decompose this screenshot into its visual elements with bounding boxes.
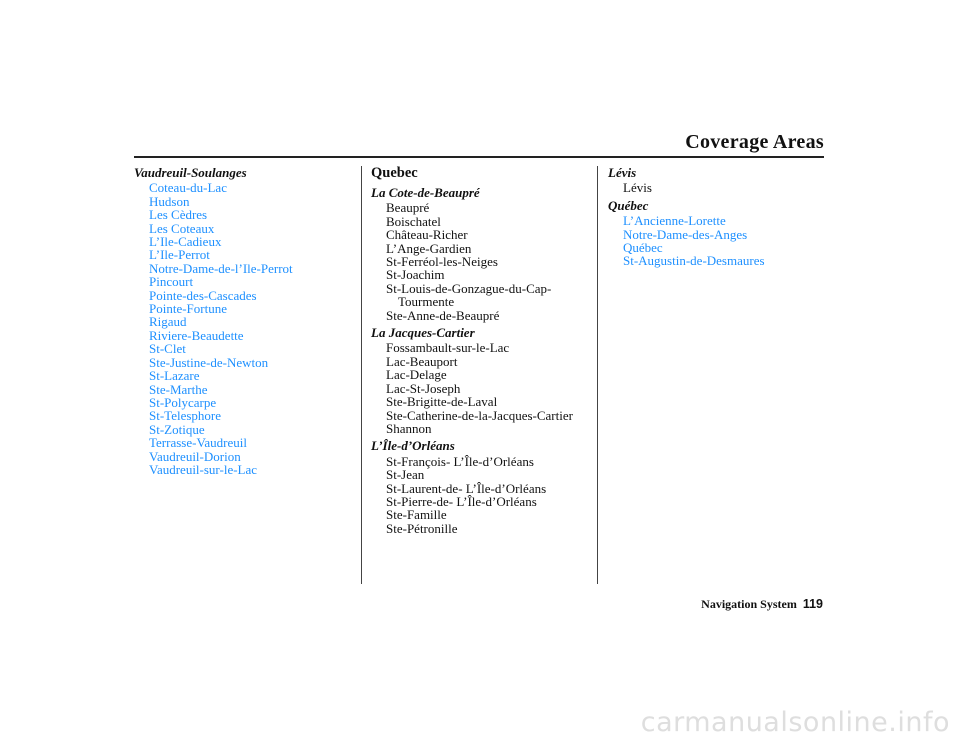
list-item[interactable]: Les Coteaux <box>149 220 215 236</box>
region-list <box>371 341 593 435</box>
region-heading: La Jacques-Cartier <box>371 325 475 341</box>
list-item[interactable]: Riviere-Beaudette <box>149 327 244 343</box>
list-item: Lac-Delage <box>386 367 447 383</box>
list-item: Ste-Famille <box>386 507 447 523</box>
list-item[interactable]: St-Zotique <box>149 421 205 437</box>
list-item[interactable]: Coteau-du-Lac <box>149 180 227 196</box>
list-item: St-Jean <box>386 467 425 483</box>
region-list <box>608 181 824 194</box>
list-item[interactable]: L’Ancienne-Lorette <box>623 213 726 229</box>
column-divider-2 <box>597 166 598 584</box>
list-item[interactable]: Notre-Dame-des-Anges <box>623 226 748 242</box>
page-title: Coverage Areas <box>685 131 824 153</box>
watermark: carmanualsonline.info <box>640 707 950 738</box>
list-item: St-Ferréol-les-Neiges <box>386 254 498 270</box>
list-item[interactable]: Vaudreuil-sur-le-Lac <box>149 461 258 477</box>
list-item: St-François- L’Île-d’Orléans <box>386 453 534 469</box>
list-item: Ste-Catherine-de-la-Jacques-Cartier <box>386 407 573 423</box>
footer-label: Navigation System <box>701 597 797 611</box>
list-item[interactable]: St-Polycarpe <box>149 394 217 410</box>
list-item[interactable]: Rigaud <box>149 314 187 330</box>
list-item[interactable]: St-Clet <box>149 341 186 357</box>
list-item: St-Pierre-de- L’Île-d’Orléans <box>386 493 537 509</box>
page-number: 119 <box>802 597 823 611</box>
region-heading: La Cote-de-Beaupré <box>371 185 480 200</box>
list-item[interactable]: Vaudreuil-Dorion <box>149 448 241 464</box>
list-item-continuation: Tourmente <box>398 294 455 310</box>
list-item[interactable]: Ste-Justine-de-Newton <box>149 354 269 370</box>
list-item[interactable]: Pointe-Fortune <box>149 301 227 317</box>
column-1 <box>134 166 356 480</box>
column-2 <box>371 166 593 539</box>
list-item[interactable]: St-Augustin-de-Desmaures <box>623 253 765 269</box>
page-footer <box>701 597 823 612</box>
list-item: Shannon <box>386 420 432 436</box>
list-item: Château-Richer <box>386 227 468 243</box>
list-item: St-Joachim <box>386 267 445 283</box>
list-item[interactable]: Terrasse-Vaudreuil <box>149 435 247 451</box>
list-item: Beaupré <box>386 200 430 216</box>
list-item[interactable]: Notre-Dame-de-l’Ile-Perrot <box>149 260 293 276</box>
list-item[interactable]: L’Ile-Perrot <box>149 247 210 263</box>
list-item: Boischatel <box>386 213 441 229</box>
list-item[interactable]: St-Telesphore <box>149 408 222 424</box>
province-heading: Quebec <box>371 165 418 181</box>
list-item: Ste-Brigitte-de-Laval <box>386 394 498 410</box>
title-rule <box>134 156 824 158</box>
list-item: Lévis <box>623 180 652 196</box>
region-list <box>371 201 593 322</box>
list-item: Lac-St-Joseph <box>386 380 461 396</box>
column-3 <box>608 166 824 272</box>
list-item[interactable]: Québec <box>623 240 663 256</box>
list-item[interactable]: L’Ile-Cadieux <box>149 234 222 250</box>
region-heading: Québec <box>608 197 649 213</box>
region-heading: Lévis <box>608 165 637 180</box>
list-item: St-Laurent-de- L’Île-d’Orléans <box>386 480 547 496</box>
region-list <box>134 181 356 476</box>
list-item: Lac-Beauport <box>386 353 458 369</box>
list-item-text: St-Louis-de-Gonzague-du-Cap- <box>386 280 552 296</box>
region-list <box>371 455 593 535</box>
list-item[interactable]: Hudson <box>149 193 190 209</box>
list-item[interactable]: Pointe-des-Cascades <box>149 287 257 303</box>
list-item: Ste-Pétronille <box>386 520 458 536</box>
column-divider-1 <box>361 166 362 584</box>
list-item: Ste-Anne-de-Beaupré <box>386 307 500 323</box>
list-item[interactable]: St-Lazare <box>149 368 200 384</box>
list-item[interactable]: Pincourt <box>149 274 194 290</box>
region-list <box>608 214 824 268</box>
list-item[interactable]: Les Cèdres <box>149 207 208 223</box>
list-item: Fossambault-sur-le-Lac <box>386 340 510 356</box>
list-item[interactable]: Ste-Marthe <box>149 381 208 397</box>
list-item <box>371 282 593 309</box>
region-heading: Vaudreuil-Soulanges <box>134 165 247 180</box>
list-item: L’Ange-Gardien <box>386 240 472 256</box>
region-heading: L’Île-d’Orléans <box>371 438 455 454</box>
